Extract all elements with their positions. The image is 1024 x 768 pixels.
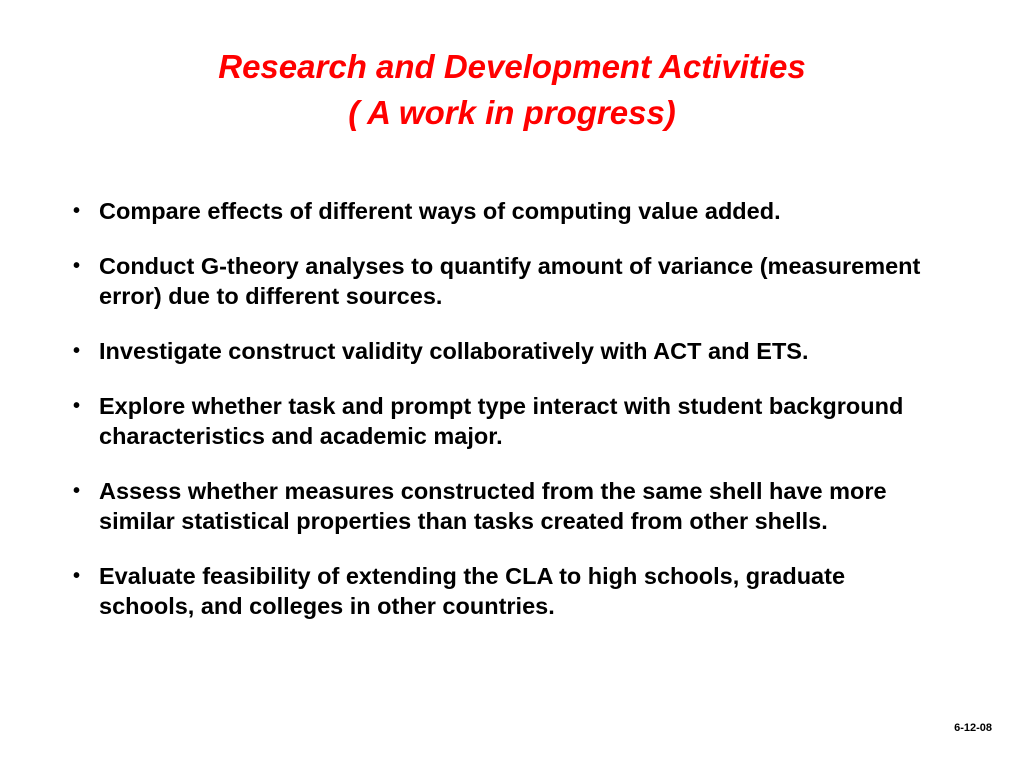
bullet-item — [72, 336, 922, 366]
bullet-dot-icon: • — [73, 255, 81, 277]
bullet-list — [72, 196, 922, 646]
bullet-text: Investigate construct validity collaboratively with ACT and ETS. — [99, 338, 809, 364]
slide-title-line-2: ( A work in progress) — [348, 94, 676, 131]
bullet-dot-icon: • — [73, 395, 81, 417]
bullet-dot-icon: • — [73, 200, 81, 222]
bullet-text: Explore whether task and prompt type interact with student background characteristics and academic major. — [99, 393, 904, 449]
bullet-text: Assess whether measures constructed from the same shell have more similar statistical properties than tasks created from other shells. — [99, 478, 887, 534]
bullet-text: Evaluate feasibility of extending the CLA to high schools, graduate schools, and colleges in other countries. — [99, 563, 846, 619]
bullet-item — [72, 561, 922, 621]
bullet-dot-icon: • — [73, 480, 81, 502]
bullet-text: Conduct G-theory analyses to quantify amount of variance (measurement error) due to different sources. — [99, 253, 921, 309]
bullet-item — [72, 391, 922, 451]
slide-title — [0, 44, 1024, 136]
bullet-dot-icon: • — [73, 565, 81, 587]
bullet-item — [72, 251, 922, 311]
footer-date: 6-12-08 — [954, 722, 992, 734]
bullet-dot-icon: • — [73, 340, 81, 362]
bullet-item — [72, 476, 922, 536]
slide-title-line-1: Research and Development Activities — [218, 48, 806, 85]
bullet-item — [72, 196, 922, 226]
bullet-text: Compare effects of different ways of computing value added. — [99, 198, 781, 224]
